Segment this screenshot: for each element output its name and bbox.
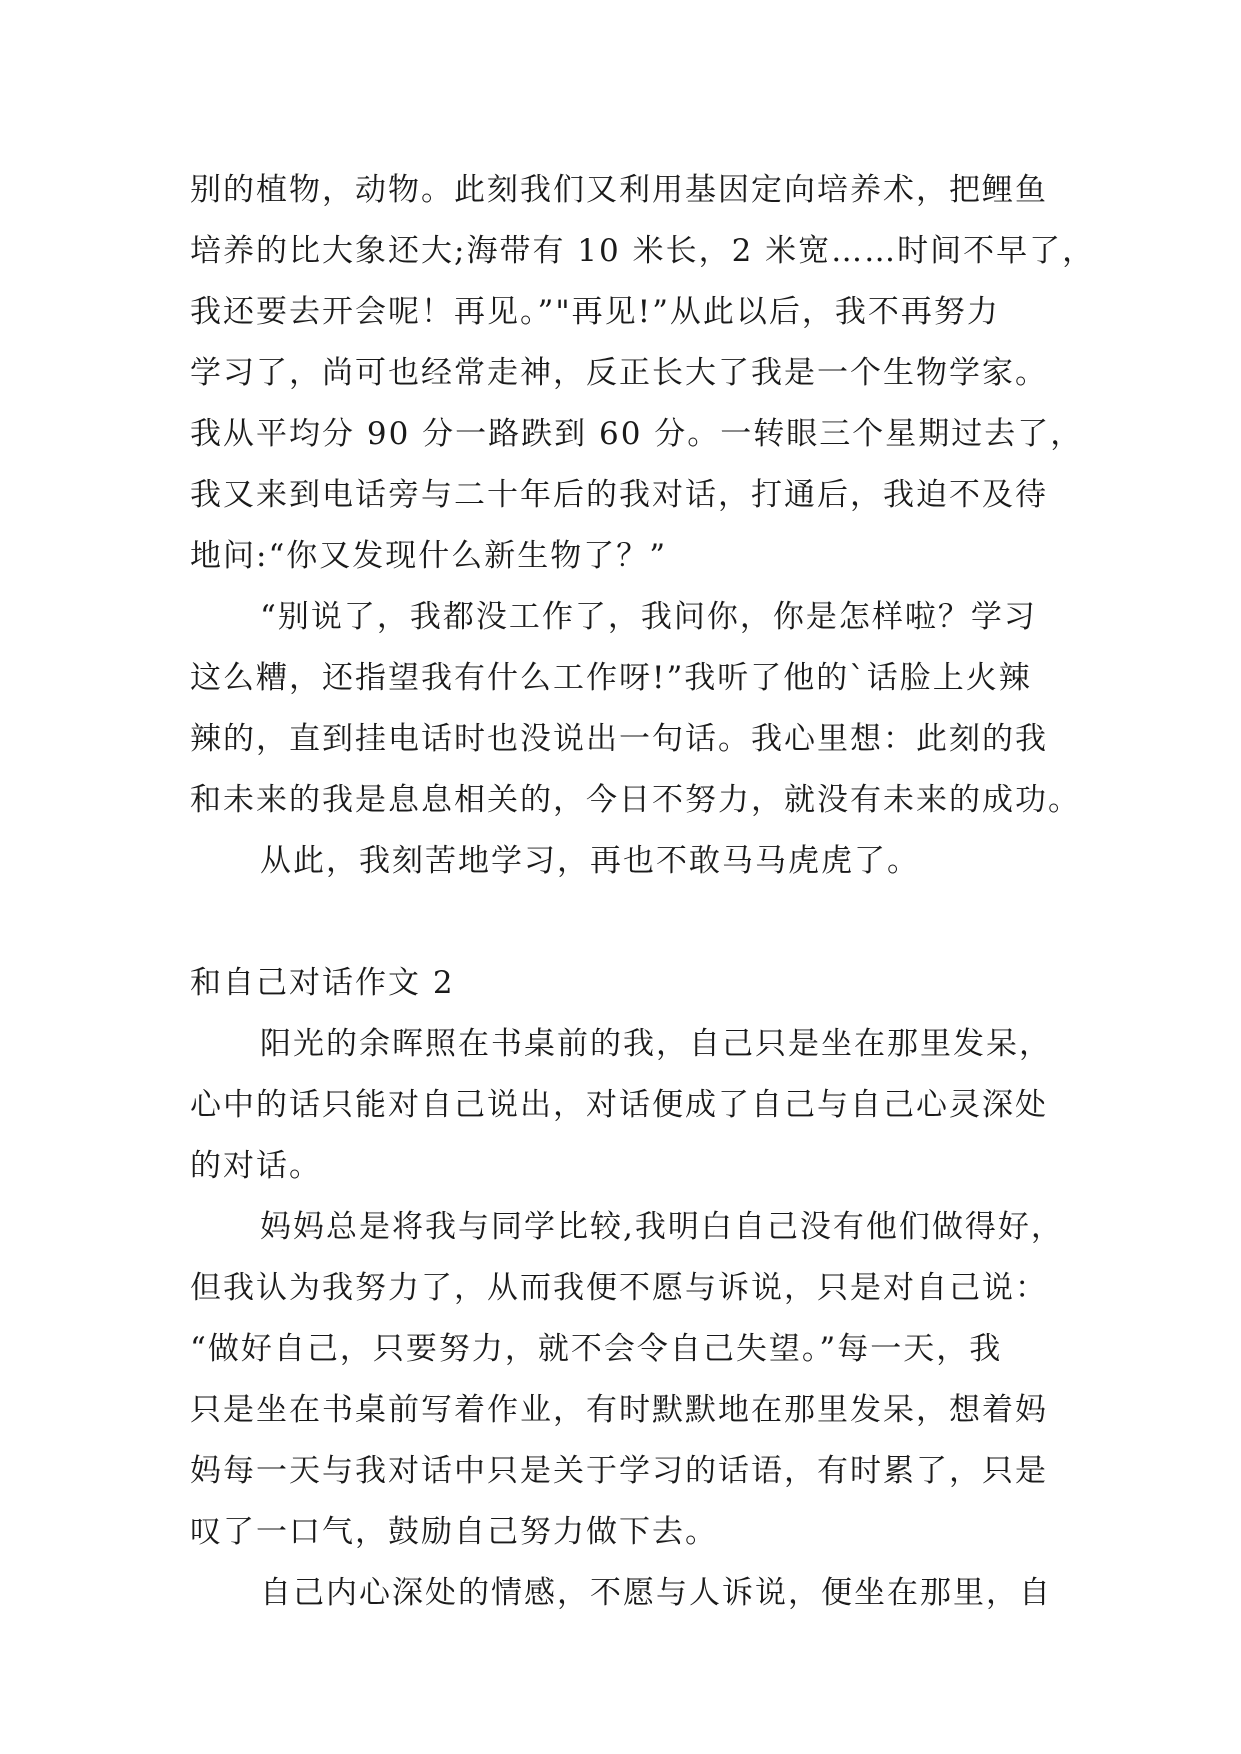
- text-line: 我又来到电话旁与二十年后的我对话，打通后，我迫不及待: [190, 477, 1048, 513]
- text-line: 阳光的余晖照在书桌前的我，自己只是坐在那里发呆，: [260, 1026, 1052, 1062]
- text-line: 自己内心深处的情感，不愿与人诉说，便坐在那里，自: [260, 1575, 1052, 1611]
- text-line: 妈妈总是将我与同学比较,我明白自己没有他们做得好，: [260, 1209, 1064, 1245]
- section-gap: [190, 892, 1060, 953]
- text-line: 从此，我刻苦地学习，再也不敢马马虎虎了。: [260, 843, 920, 879]
- document-page: [190, 160, 1096, 1624]
- paragraph-5: [190, 1197, 1064, 1563]
- section-title: 和自己对话作文 2: [190, 965, 455, 1001]
- text-line: 心中的话只能对自己说出，对话便成了自己与自己心灵深处: [190, 1087, 1048, 1123]
- paragraph-1: [190, 160, 1096, 587]
- text-line: 辣的，直到挂电话时也没说出一句话。我心里想：此刻的我: [190, 721, 1048, 757]
- text-line: 我从平均分 90 分一路跌到 60 分。一转眼三个星期过去了，: [190, 416, 1084, 452]
- text-line: 但我认为我努力了，从而我便不愿与诉说，只是对自己说：: [190, 1270, 1048, 1306]
- text-line: 和未来的我是息息相关的，今日不努力，就没有未来的成功。: [190, 782, 1081, 818]
- paragraph-3: [190, 831, 1060, 892]
- text-line: 培养的比大象还大;海带有 10 米长，2 米宽……时间不早了，: [190, 233, 1096, 269]
- text-line: 我还要去开会呢！再见。”"再见!”从此以后，我不再努力: [190, 294, 1000, 330]
- text-line: “别说了，我都没工作了，我问你，你是怎样啦？学习: [260, 599, 1037, 635]
- text-line: 别的植物，动物。此刻我们又利用基因定向培养术，把鲤鱼: [190, 172, 1048, 208]
- text-line: 只是坐在书桌前写着作业，有时默默地在那里发呆，想着妈: [190, 1392, 1048, 1428]
- text-line: 学习了，尚可也经常走神，反正长大了我是一个生物学家。: [190, 355, 1048, 391]
- text-line: 地问:“你又发现什么新生物了？”: [190, 538, 668, 574]
- text-line: “做好自己，只要努力，就不会令自己失望。”每一天，我: [190, 1331, 1003, 1367]
- paragraph-2: [190, 587, 1081, 831]
- paragraph-4: [190, 1014, 1060, 1197]
- text-line: 妈每一天与我对话中只是关于学习的话语，有时累了，只是: [190, 1453, 1048, 1489]
- text-line: 这么糟，还指望我有什么工作呀!”我听了他的`话脸上火辣: [190, 660, 1032, 696]
- paragraph-6: [190, 1563, 1060, 1624]
- text-line: 叹了一口气，鼓励自己努力做下去。: [190, 1514, 718, 1550]
- text-line: 的对话。: [190, 1148, 322, 1184]
